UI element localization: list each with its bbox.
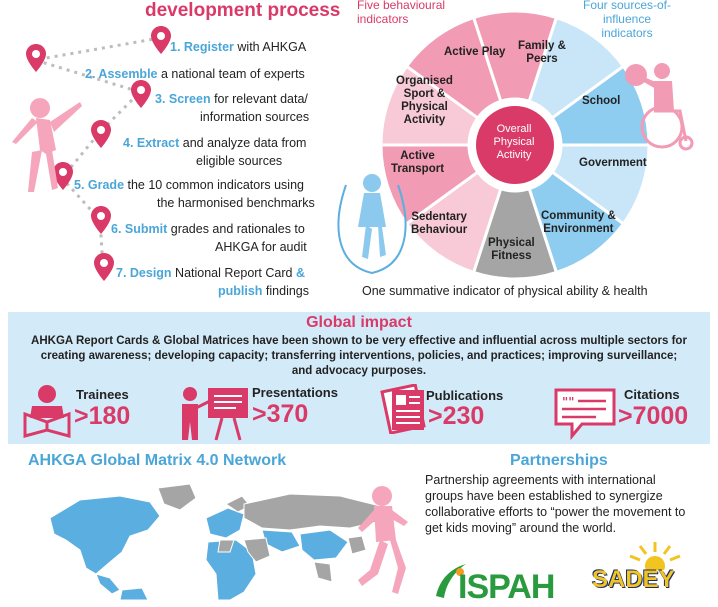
process-step-cont: AHKGA for audit bbox=[215, 240, 307, 254]
segment-school: School bbox=[582, 95, 621, 107]
process-step: 7. Design National Report Card & bbox=[116, 266, 305, 280]
citations-value: >7000 bbox=[618, 402, 689, 430]
trainees-label: Trainees bbox=[76, 387, 129, 402]
ispah-logo: ISPAH bbox=[458, 568, 555, 606]
global-impact-panel bbox=[8, 312, 710, 444]
publications-label: Publications bbox=[426, 388, 504, 403]
process-step-cont: eligible sources bbox=[196, 154, 283, 168]
citations-label: Citations bbox=[624, 387, 680, 402]
summative-indicator-text: One summative indicator of physical ability & health bbox=[362, 284, 648, 298]
process-step: 4. Extract and analyze data from bbox=[123, 136, 307, 150]
segment-organised-sport: Organised Sport & Physical Activity bbox=[396, 75, 453, 126]
global-impact-title: Global impact bbox=[306, 314, 412, 331]
quote-bubble-icon bbox=[552, 386, 618, 440]
running-girl-illustration bbox=[352, 484, 414, 596]
partnerships-title: Partnerships bbox=[510, 452, 608, 469]
five-indicators-label: Five behavioural indicators bbox=[357, 0, 446, 26]
segment-government: Government bbox=[579, 157, 647, 169]
process-step: 5. Grade the 10 common indicators using bbox=[74, 178, 304, 192]
segment-active-play: Active Play bbox=[444, 46, 506, 58]
process-title: development process bbox=[145, 0, 341, 21]
map-pin-icon bbox=[91, 206, 111, 234]
publications-value: >230 bbox=[428, 402, 485, 430]
svg-text:"": "" bbox=[562, 395, 575, 409]
presentations-label: Presentations bbox=[252, 385, 338, 400]
segment-physical-fitness: Physical Fitness bbox=[488, 237, 535, 262]
segment-sedentary-behaviour: Sedentary Behaviour bbox=[411, 211, 468, 236]
map-pin-icon bbox=[94, 253, 114, 281]
process-step: 2. Assemble a national team of experts bbox=[85, 67, 305, 81]
process-step: 6. Submit grades and rationales to bbox=[111, 222, 305, 236]
process-step: 1. Register with AHKGA bbox=[170, 40, 307, 54]
network-title: AHKGA Global Matrix 4.0 Network bbox=[28, 452, 287, 469]
segment-active-transport: Active Transport bbox=[391, 150, 445, 175]
presentations-value: >370 bbox=[252, 400, 309, 428]
process-step-cont: information sources bbox=[200, 110, 310, 124]
map-pin-icon bbox=[91, 120, 111, 148]
world-map bbox=[30, 478, 390, 600]
wheelchair-child-illustration bbox=[618, 55, 698, 155]
process-step-cont: the harmonised benchmarks bbox=[157, 196, 315, 210]
process-step-cont: publish findings bbox=[218, 284, 310, 298]
sadey-logo: SADEY bbox=[592, 566, 675, 593]
presenter-icon bbox=[176, 384, 252, 442]
trainees-value: >180 bbox=[74, 402, 131, 430]
newspaper-icon bbox=[380, 384, 430, 434]
overall-physical-activity-label: Overall Physical Activity bbox=[493, 123, 535, 161]
skipping-girl-illustration bbox=[332, 165, 412, 277]
four-indicators-label: Four sources-of- influence indicators bbox=[582, 0, 672, 40]
map-pin-icon bbox=[151, 26, 171, 54]
segment-family-peers: Family & Peers bbox=[518, 40, 566, 65]
segment-community-environment: Community & Environment bbox=[541, 210, 616, 235]
global-impact-description: AHKGA Report Cards & Global Matrices have been shown to be very effective and influential across multiple sectors for creating awareness; developing capacity; transferring interventions, policies, and practices; improving surveillance; and advocacy purposes. bbox=[31, 335, 687, 377]
reader-icon bbox=[22, 384, 72, 438]
map-pin-icon bbox=[26, 44, 46, 72]
map-pin-icon bbox=[131, 80, 151, 108]
partnerships-description: Partnership agreements with international groups have been established to synergize collaborative efforts to “power the movement to get kids moving” around the world. bbox=[425, 473, 686, 535]
process-step: 3. Screen for relevant data/ bbox=[155, 92, 308, 106]
